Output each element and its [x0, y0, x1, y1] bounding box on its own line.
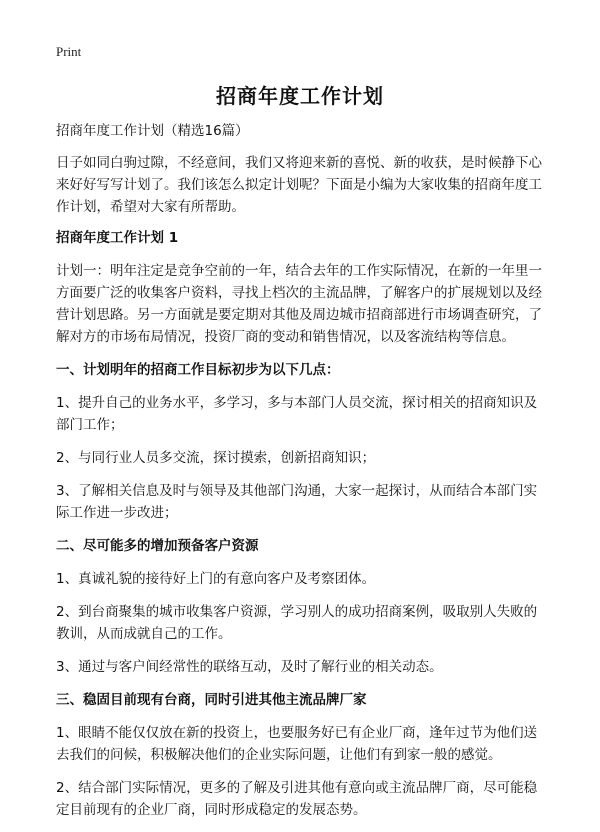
list-item: 2、到台商聚集的城市收集客户资源，学习别人的成功招商案例，吸取别人失败的教训，从而成就自己的工作。 — [56, 604, 538, 642]
list-item: 3、通过与客户间经常性的联络互动，及时了解行业的相关动态。 — [56, 659, 443, 675]
article-body — [56, 120, 548, 832]
heading-stabilize-brands: 三、稳固目前现有台商，同时引进其他主流品牌厂家 — [56, 692, 367, 708]
intro-paragraph: 日子如同白驹过隙，不经意间，我们又将迎来新的喜悦、新的收获，是时候静下心来好好写写计划了。我们该怎么拟定计划呢？下面是小编为大家收集的招商年度工作计划，希望对大家有所帮助。 — [56, 155, 542, 215]
heading-goals: 一、计划明年的招商工作目标初步为以下几点： — [56, 362, 340, 378]
list-item: 2、与同行业人员多交流，探讨摸索，创新招商知识； — [56, 450, 376, 466]
list-item: 1、提升自己的业务水平，多学习，多与本部门人员交流，探讨相关的招商知识及部门工作； — [56, 395, 538, 433]
plan-one-paragraph: 计划一：明年注定是竞争空前的一年，结合去年的工作实际情况，在新的一年里一方面要广泛的收集客户资料，寻找上档次的主流品牌，了解客户的扩展规划以及经营计划思路。另一方面就是要定期对其他及周边城市招商部进行市场调查研究，了解对方的市场布局情况，投资厂商的变动和销售情况，以及客流结构等信息。 — [56, 263, 542, 345]
heading-customer-resources: 二、尽可能多的增加预备客户资源 — [56, 538, 259, 554]
list-item: 3、了解相关信息及时与领导及其他部门沟通，大家一起探讨，从而结合本部门实际工作进一步改进； — [56, 483, 538, 521]
section-heading: 招商年度工作计划 1 — [56, 230, 179, 246]
page-title: 招商年度工作计划 — [216, 84, 384, 108]
list-item: 2、结合部门实际情况，更多的了解及引进其他有意向或主流品牌厂商，尽可能稳定目前现有的企业厂商，同时形成稳定的发展态势。 — [56, 780, 538, 818]
list-item: 1、眼睛不能仅仅放在新的投资上，也要服务好已有企业厂商，逢年过节为他们送去我们的问候，积极解决他们的企业实际问题，让他们有到家一般的感觉。 — [56, 725, 538, 763]
list-item: 1、真诚礼貌的接待好上门的有意向客户及考察团体。 — [56, 571, 376, 587]
print-link[interactable]: Print — [56, 44, 82, 59]
article-subtitle: 招商年度工作计划（精选16篇） — [56, 123, 249, 139]
